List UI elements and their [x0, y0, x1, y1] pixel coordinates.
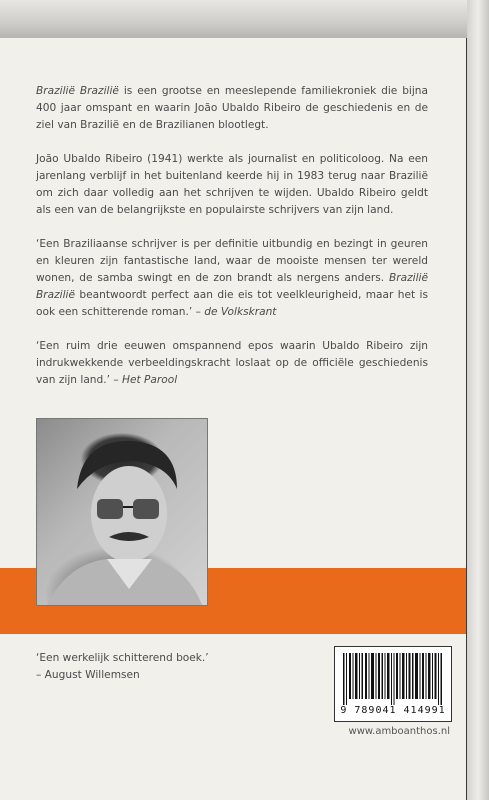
pull-quote	[36, 650, 209, 684]
blurb-text	[36, 83, 428, 406]
review-text-start: ‘Een Braziliaanse schrijver is per definitie uitbundig en bezingt in geuren en kleuren zijn fantastische land, waar de mooiste mensen ter wereld wonen, de samba swingt en de zon brandt als nergens anders.	[36, 238, 428, 284]
pull-quote-attribution: – August Willemsen	[36, 669, 140, 681]
isbn-number: 9 789041 414991	[340, 705, 446, 716]
review-source: Het Parool	[122, 374, 178, 386]
review-text-mid: beantwoordt perfect aan die eis tot veelkleurigheid, maar het is ook een schitterende roman.’ –	[36, 289, 428, 318]
author-photo	[36, 418, 208, 606]
pull-quote-text: ‘Een werkelijk schitterend boek.’	[36, 652, 209, 664]
author-portrait-drawing	[37, 419, 207, 605]
book-title-italic: Brazilië Brazilië	[36, 272, 428, 301]
paragraph-review-volkskrant	[36, 236, 428, 321]
review-source: de Volkskrant	[204, 306, 277, 318]
barcode	[334, 646, 452, 722]
review-text: ‘Een ruim drie eeuwen omspannend epos waarin Ubaldo Ribeiro zijn indrukwekkende verbeeldingskracht loslaat op de officiële geschiedenis van zijn land.’ –	[36, 340, 428, 386]
page-edges-right	[467, 0, 489, 800]
paragraph-author: João Ubaldo Ribeiro (1941) werkte als journalist en politicoloog. Na een jarenlang verblijf in het buitenland keerde hij in 1983 terug naar Brazilië om zich daar volledig aan het schrijven te wijden. Ubaldo Ribeiro geldt als een van de belangrijkste en populairste schrijvers van zijn land.	[36, 153, 428, 216]
book-title-italic: Brazilië Brazilië	[36, 85, 119, 97]
paragraph-review-parool	[36, 338, 428, 389]
page-edges-top	[0, 0, 489, 38]
cover-panel	[0, 38, 466, 800]
paragraph-intro	[36, 83, 428, 134]
publisher-website: www.amboanthos.nl	[348, 726, 450, 737]
barcode-bars	[343, 653, 443, 705]
paragraph-intro-text: is een grootse en meeslepende familiekroniek die bijna 400 jaar omspant en waarin João Ubaldo Ribeiro de geschiedenis en de ziel van Brazilië en de Brazilianen blootlegt.	[36, 85, 429, 131]
